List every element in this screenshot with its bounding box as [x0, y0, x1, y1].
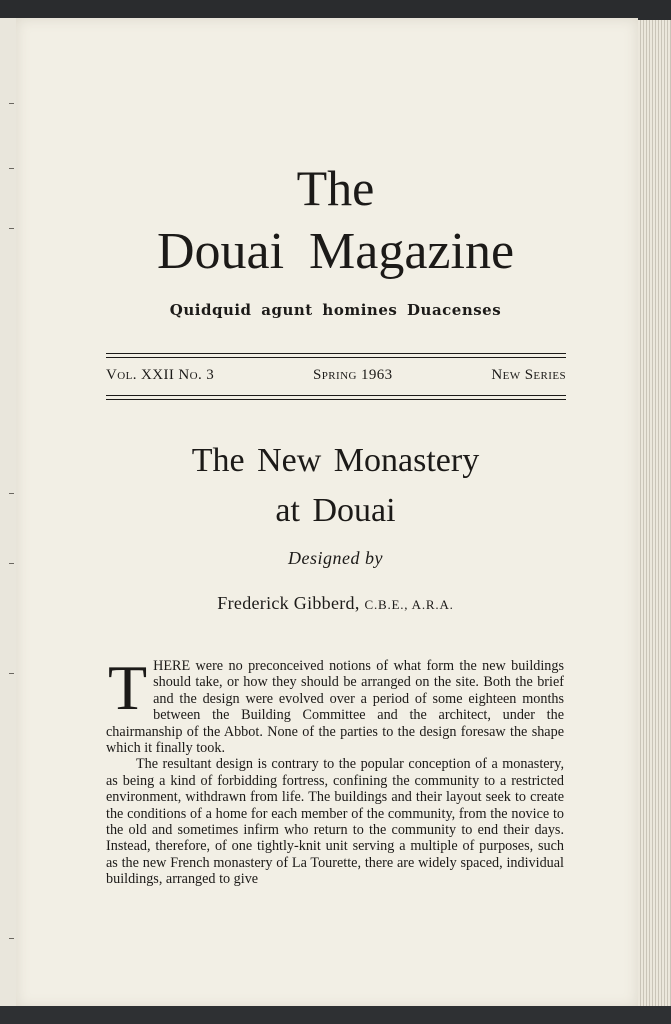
article-title [0, 436, 671, 536]
masthead-motto: Quidquid agunt homines Duacenses [169, 301, 502, 319]
bottom-rule-outer [106, 399, 566, 400]
body-paragraph [106, 652, 564, 757]
book-cover-edge [0, 1006, 671, 1024]
architect-name: Frederick Gibberd, [217, 593, 360, 613]
architect-honours: C.B.E., A.R.A. [364, 597, 454, 612]
margin-mark [9, 673, 14, 674]
article-body [106, 652, 564, 888]
issue-season: Spring 1963 [313, 367, 393, 383]
margin-mark [9, 938, 14, 939]
volume-number: Vol. XXII No. 3 [106, 367, 215, 383]
top-rule-inner [106, 357, 566, 358]
top-rule-outer [106, 353, 566, 354]
drop-cap: T [108, 652, 148, 723]
designed-by-label: Designed by [288, 548, 383, 568]
architect-credit [0, 593, 671, 614]
paragraph-1-text: HERE were no preconceived notions of what form the new buildings should take, or how they should be arranged on the site. Both the brief and the design were evolved over a period of some eighteen months between the Building Committee and the architect, under the chairmanship of the Abbot. None of the parties to the design foresaw the shape which it finally took. [106, 658, 564, 757]
masthead-title: Douai Magazine [156, 223, 515, 280]
body-paragraph: The resultant design is contrary to the popular conception of a monastery, as being a kind of forbidding fortress, confining the community to a restricted environment, withdrawn from life. The buildings and their layout seek to create the conditions of a home for each member of the community, from the novice to the old and sometimes infirm who return to the community to end their days. Instead, therefore, of one tightly-knit unit serving a multiple of purposes, such as the new French monastery of La Tourette, there are widely spaced, individual buildings, arranged to give [106, 756, 564, 888]
margin-mark [9, 103, 14, 104]
article-title-line-1: The New Monastery [191, 442, 480, 479]
issue-series: New Series [491, 367, 566, 383]
bottom-rule-inner [106, 395, 566, 396]
issue-line [106, 367, 566, 384]
article-title-line-2: at Douai [275, 492, 396, 529]
masthead-the: The [296, 160, 375, 216]
